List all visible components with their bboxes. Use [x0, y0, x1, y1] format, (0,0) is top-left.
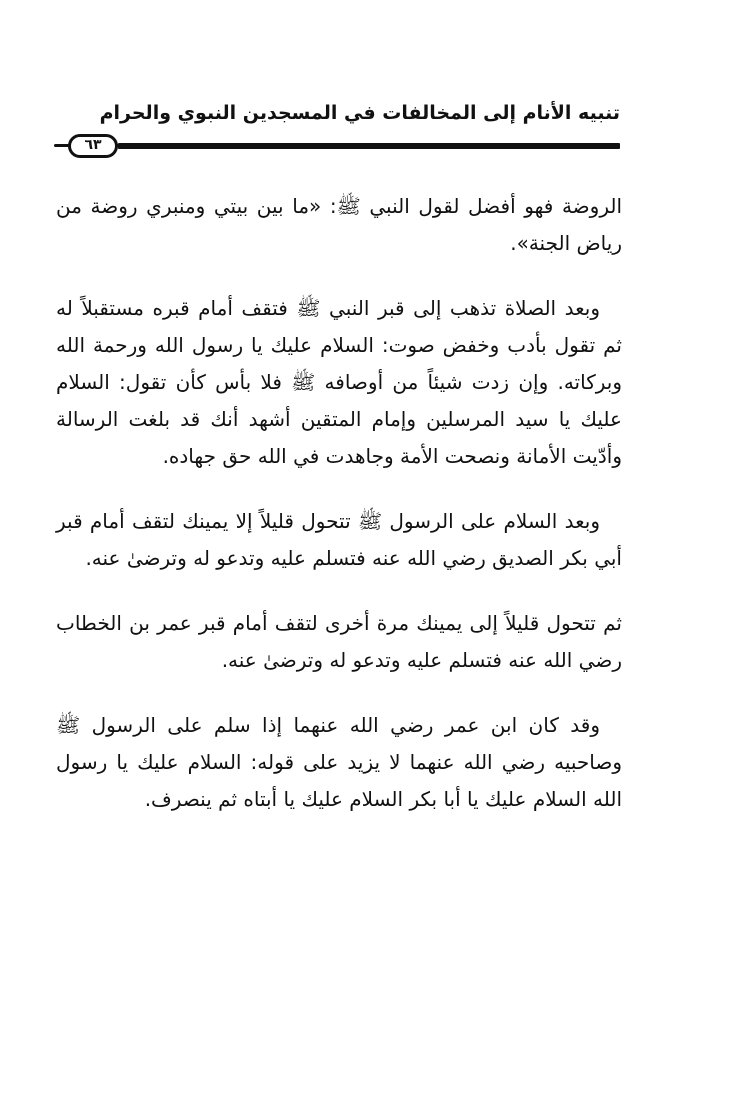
paragraph-greeting-prophet: وبعد الصلاة تذهب إلى قبر النبي ﷺ فتقف أمام قبره مستقبلاً له ثم تقول بأدب وخفض صوت: السلام عليك يا رسول الله ورحمة الله وبركاته. وإن زدت شيئاً من أوصافه ﷺ فلا بأس كأن تقول: السلام عليك يا سيد المرسلين وإمام المتقين أشهد أنك قد بلغت الرسالة وأدّيت الأمانة ونصحت الأمة وجاهدت في الله حق جهاده. [56, 296, 622, 468]
running-header-title: تنبيه الأنام إلى المخالفات في المسجدين النبوي والحرام [99, 102, 620, 124]
paragraph-rawda: الروضة فهو أفضل لقول النبي ﷺ: «ما بين بيتي ومنبري روضة من رياض الجنة». [56, 194, 622, 255]
body-text [56, 188, 622, 846]
header-rule [118, 143, 620, 149]
paragraph-umar: ثم تتحول قليلاً إلى يمينك مرة أخرى لتقف أمام قبر عمر بن الخطاب رضي الله عنه فتسلم عليه وتدعو له وترضىٰ عنه. [56, 611, 622, 672]
page-number: ٦٣ [68, 134, 118, 158]
paragraph-ibn-umar: وقد كان ابن عمر رضي الله عنهما إذا سلم على الرسول ﷺ وصاحبيه رضي الله عنهما لا يزيد على قوله: السلام عليك يا رسول الله السلام عليك يا أبا بكر السلام عليك يا أبتاه ثم ينصرف. [56, 713, 622, 811]
paragraph-abu-bakr: وبعد السلام على الرسول ﷺ تتحول قليلاً إلا يمينك لتقف أمام قبر أبي بكر الصديق رضي الله عنه فتسلم عليه وتدعو له وترضىٰ عنه. [56, 509, 622, 570]
